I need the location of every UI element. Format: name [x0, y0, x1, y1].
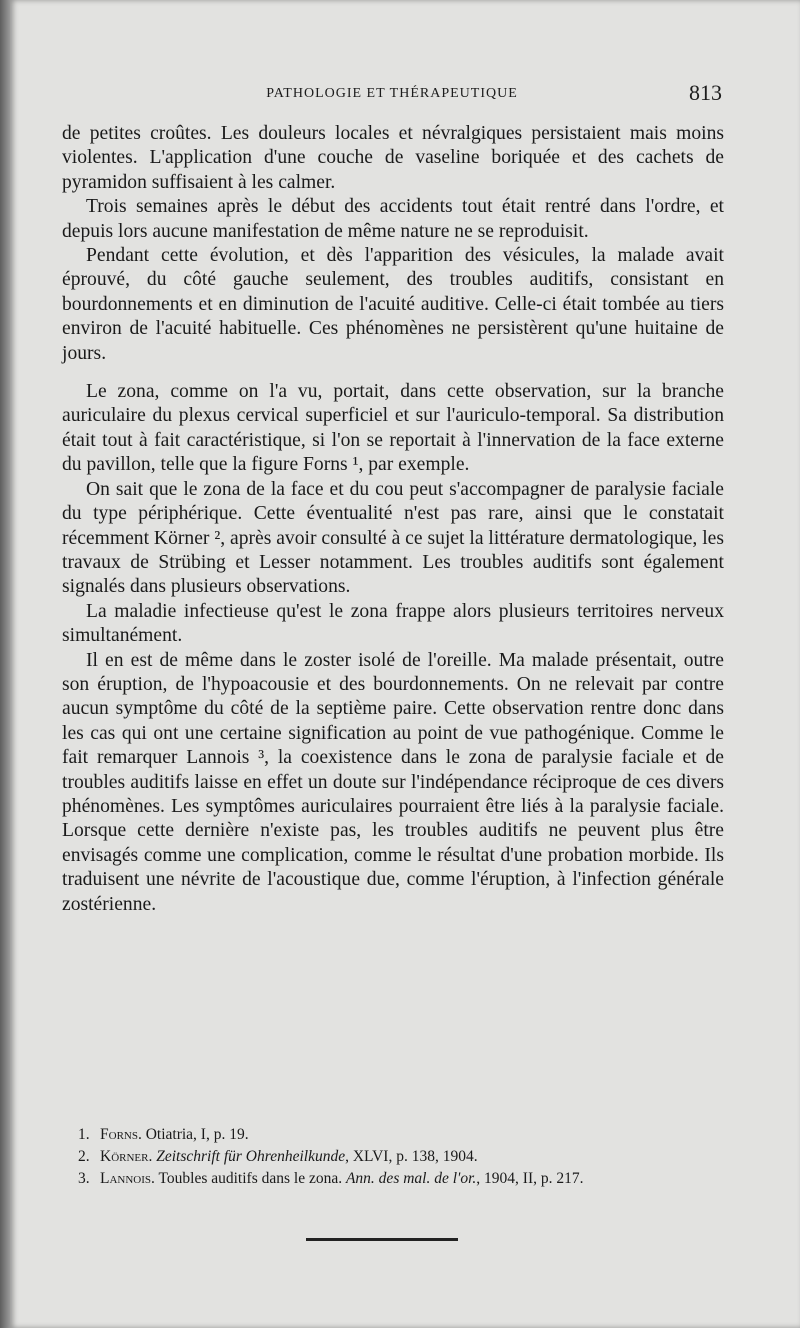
- footer-rule: [306, 1238, 458, 1241]
- footnote-text: , XLVI, p. 138, 1904.: [345, 1148, 478, 1165]
- footnote-journal-title: Ann. des mal. de l'or.: [345, 1170, 477, 1187]
- footnote-author: Körner.: [100, 1148, 153, 1165]
- footnote-number: 1.: [78, 1126, 90, 1143]
- page-header: [62, 80, 722, 110]
- page-number: 813: [689, 80, 722, 105]
- footnote-text-end: , 1904, II, p. 217.: [476, 1170, 584, 1187]
- footnote-3: [74, 1168, 724, 1190]
- body-text: [62, 122, 724, 917]
- page-shadow-edge: [0, 0, 10, 1328]
- footnote-author: Lannois.: [100, 1170, 155, 1187]
- footnote-1: [74, 1124, 724, 1146]
- running-head: PATHOLOGIE ET THÉRAPEUTIQUE: [266, 86, 518, 101]
- paragraph-6: La maladie infectieuse qu'est le zona frappe alors plusieurs territoires nerveux simultanément.: [62, 600, 724, 647]
- paragraph-3: Pendant cette évolution, et dès l'apparition des vésicules, la malade avait éprouvé, du côté gauche seulement, des troubles auditifs, consistant en bourdonnements et en diminution de l'acuité auditive. Celle-ci était tombée au tiers environ de l'acuité habituelle. Ces phénomènes ne persistèrent qu'une huitaine de jours.: [62, 245, 724, 364]
- footnote-text: Toubles auditifs dans le zona.: [154, 1170, 346, 1187]
- paragraph-4: Le zona, comme on l'a vu, portait, dans cette observation, sur la branche auriculaire du plexus cervical superficiel et sur l'auriculo-temporal. Sa distribution était tout à fait caractéristique, si l'on se reportait à l'innervation de la face externe du pavillon, telle que la figure Forns ¹, par exemple.: [62, 381, 724, 476]
- footnote-journal-title: Zeitschrift für Ohrenheilkunde: [152, 1148, 346, 1165]
- paragraph-5: On sait que le zona de la face et du cou peut s'accompagner de paralysie faciale du type périphérique. Cette éventualité n'est pas rare, ainsi que le constatait récemment Körner ², après avoir consulté à ce sujet la littérature dermatologique, les travaux de Strübing et Lesser notamment. Les troubles auditifs sont également signalés dans plusieurs observations.: [62, 478, 724, 598]
- paragraph-1: de petites croûtes. Les douleurs locales et névralgiques persistaient mais moins violentes. L'application d'une couche de vaseline boriquée et des cachets de pyramidon suffisaient à les calmer.: [62, 123, 724, 193]
- footnote-2: [74, 1146, 724, 1168]
- footnote-author: Forns.: [100, 1126, 142, 1143]
- paragraph-7: Il en est de même dans le zoster isolé de l'oreille. Ma malade présentait, outre son éruption, de l'hypoacousie et des bourdonnements. On ne relevait par contre aucun symptôme du côté de la septième paire. Cette observation rentre donc dans les cas qui ont une certaine signification au point de vue pathogénique. Comme le fait remarquer Lannois ³, la coexistence dans le zona de paralysie faciale et de troubles auditifs laisse en effet un doute sur l'indépendance réciproque de ces divers phénomènes. Les symptômes auriculaires pourraient être liés à la paralysie faciale. Lorsque cette dernière n'existe pas, les troubles auditifs ne peuvent plus être envisagés comme une complication, comme le résultat d'une probation morbide. Ils traduisent une névrite de l'acoustique due, comme l'éruption, à l'infection générale zostérienne.: [62, 649, 724, 915]
- footnotes: [74, 1124, 724, 1190]
- footnote-text: Otiatria, I, p. 19.: [141, 1126, 249, 1143]
- paragraph-2: Trois semaines après le début des accidents tout était rentré dans l'ordre, et depuis lors aucune manifestation de même nature ne se reproduisit.: [62, 196, 724, 242]
- footnote-number: 3.: [78, 1170, 90, 1187]
- footnote-number: 2.: [78, 1148, 90, 1165]
